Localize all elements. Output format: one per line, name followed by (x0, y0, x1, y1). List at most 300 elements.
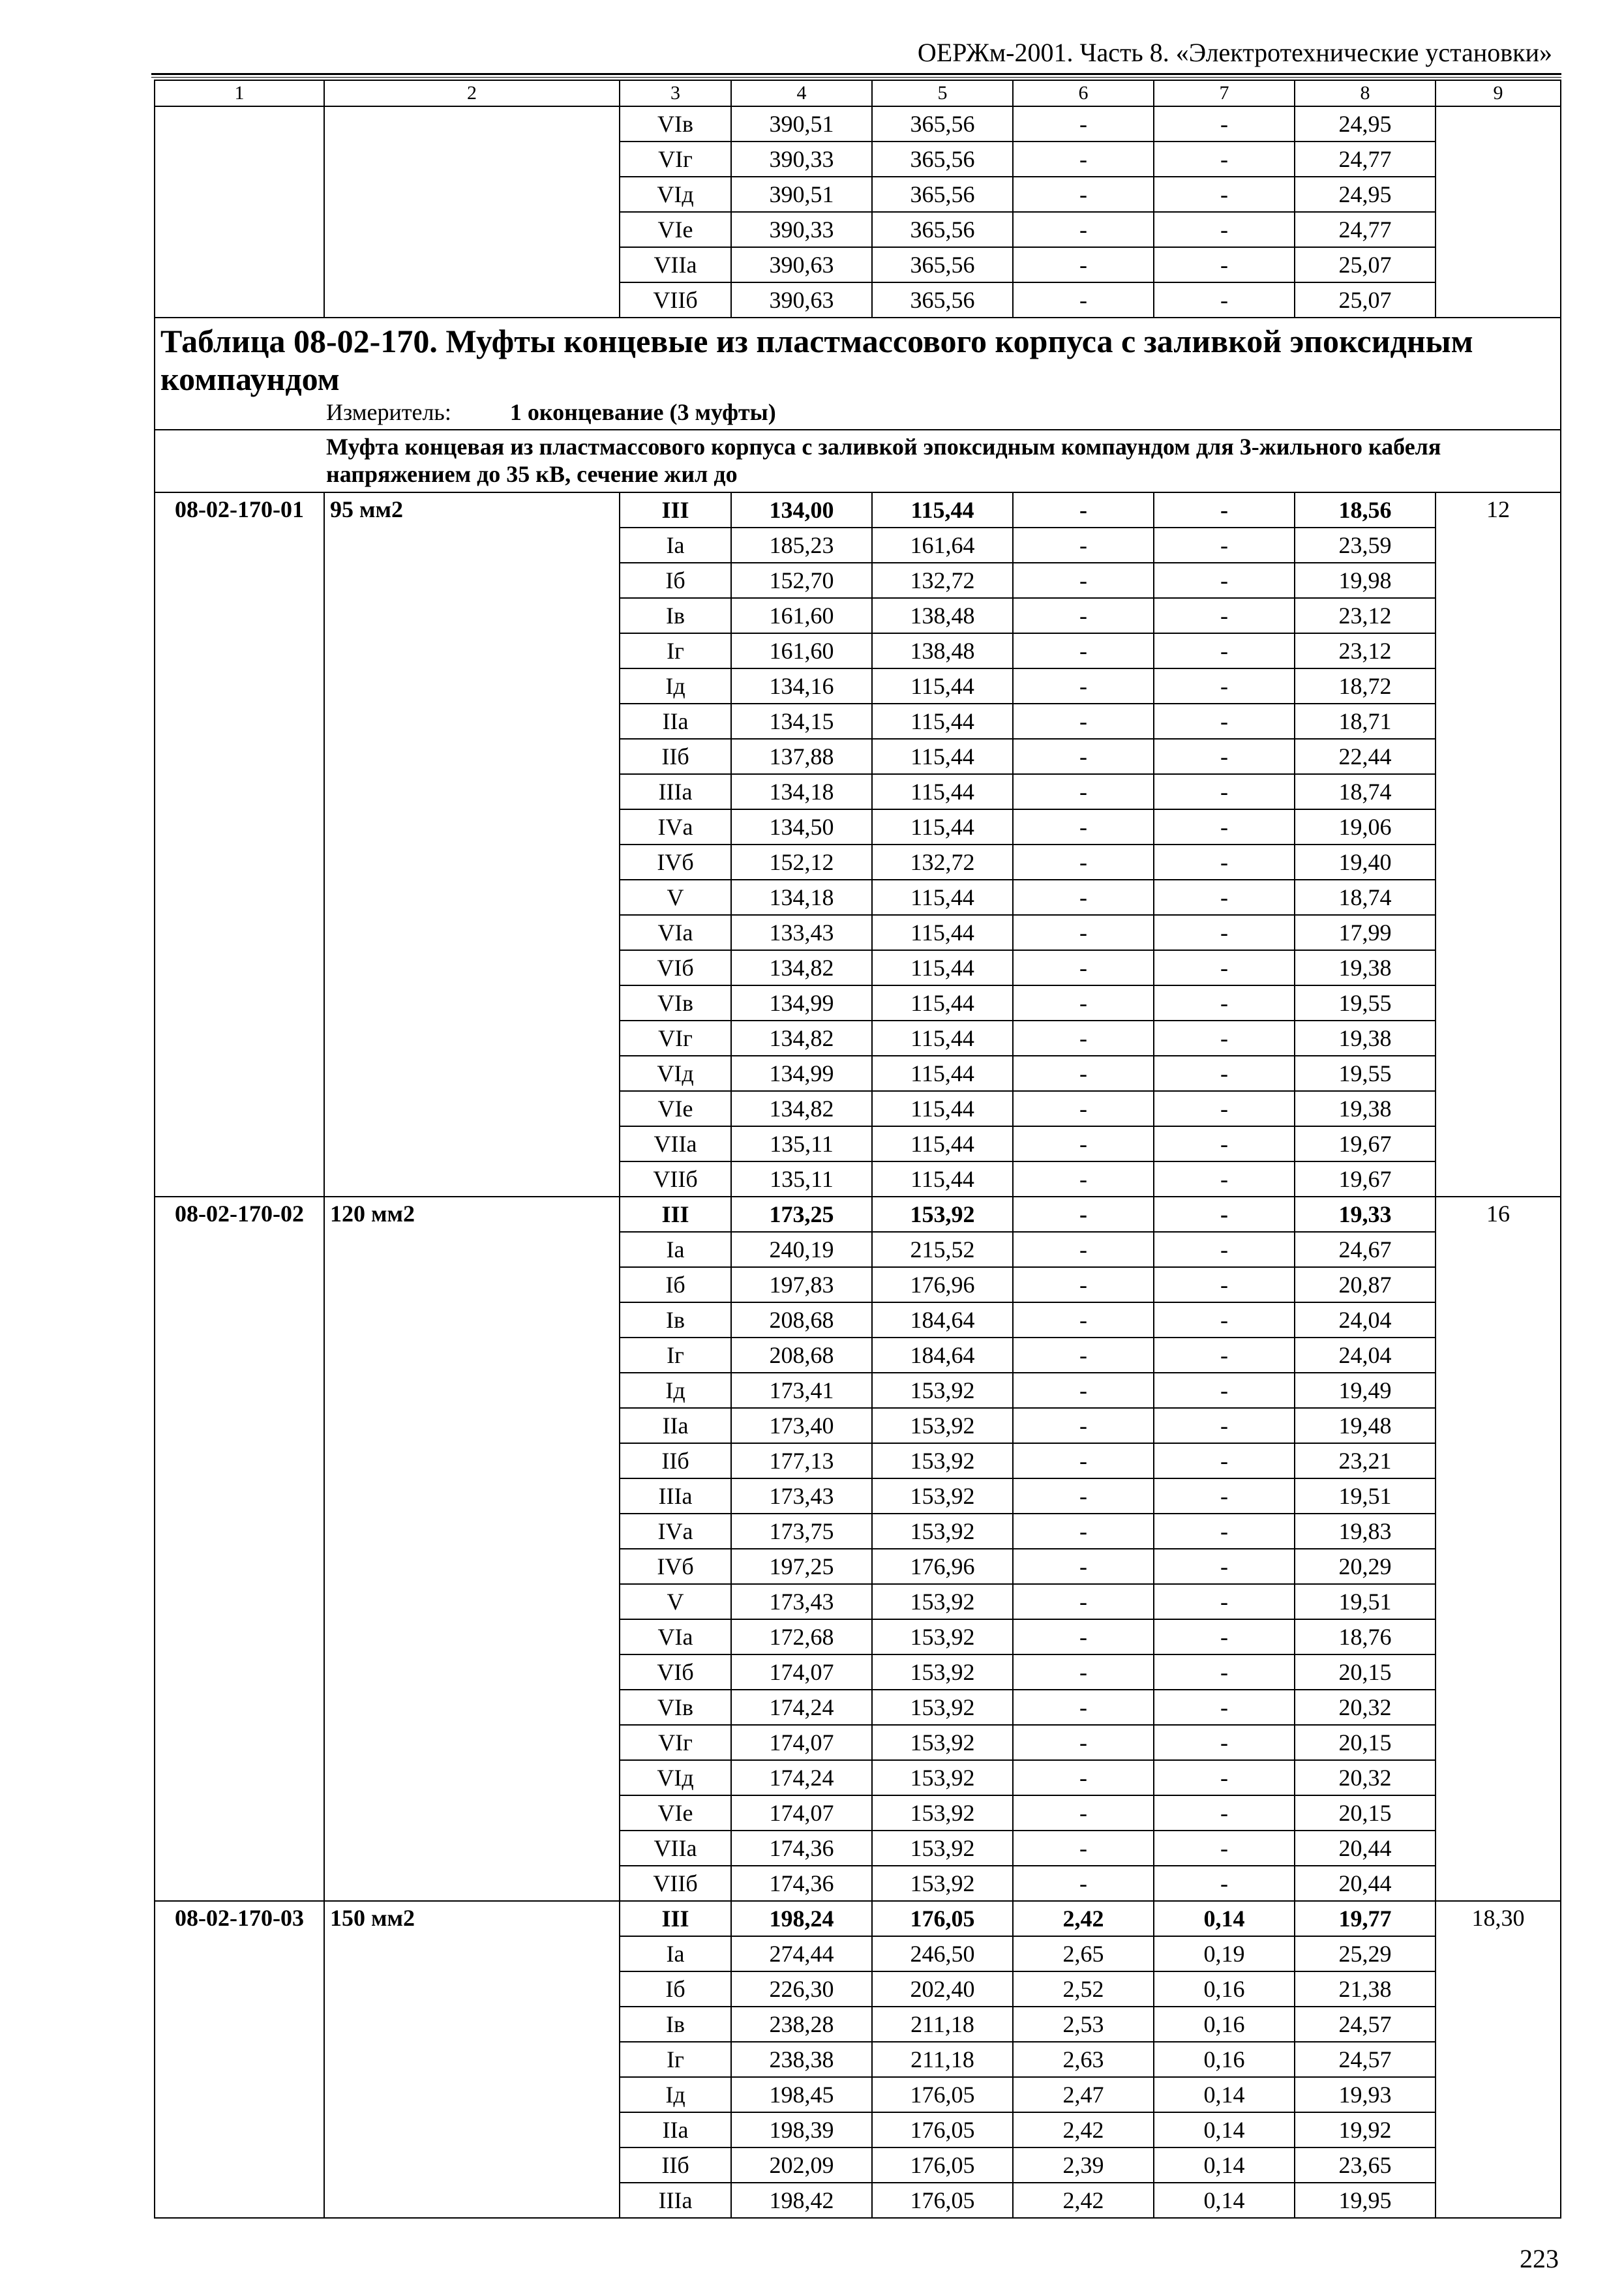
machine-cost-cell: - (1013, 1549, 1154, 1584)
materials-cost-cell: 25,07 (1295, 247, 1436, 282)
zone-cell: VIа (620, 1619, 731, 1654)
zone-cell: IIIа (620, 1478, 731, 1514)
machine-cost-cell: - (1013, 142, 1154, 177)
labor-cost-cell: 115,44 (872, 1126, 1013, 1161)
machine-cost-cell: - (1013, 177, 1154, 212)
materials-cost-cell: 20,15 (1295, 1654, 1436, 1690)
machinist-wage-cell: 0,16 (1154, 1971, 1295, 2007)
labor-cost-cell: 246,50 (872, 1936, 1013, 1971)
total-cost-cell: 390,51 (731, 177, 872, 212)
materials-cost-cell: 24,95 (1295, 106, 1436, 142)
machine-cost-cell: 2,47 (1013, 2077, 1154, 2112)
machinist-wage-cell: - (1154, 1443, 1295, 1478)
machinist-wage-cell: - (1154, 528, 1295, 563)
machine-cost-cell: - (1013, 1197, 1154, 1232)
zone-cell: IVб (620, 845, 731, 880)
labor-cost-cell: 115,44 (872, 1021, 1013, 1056)
machine-cost-cell: - (1013, 809, 1154, 845)
zone-cell: Iв (620, 2007, 731, 2042)
materials-cost-cell: 19,38 (1295, 950, 1436, 985)
total-cost-cell: 174,24 (731, 1760, 872, 1795)
labor-cost-cell: 176,05 (872, 2147, 1013, 2183)
machine-cost-cell: - (1013, 1654, 1154, 1690)
machinist-wage-cell: - (1154, 1267, 1295, 1302)
labor-cost-cell: 153,92 (872, 1831, 1013, 1866)
col9-cell: 18,30 (1436, 1901, 1561, 2218)
materials-cost-cell: 19,83 (1295, 1514, 1436, 1549)
machine-cost-cell: - (1013, 492, 1154, 528)
machinist-wage-cell: - (1154, 1338, 1295, 1373)
total-cost-cell: 134,18 (731, 774, 872, 809)
materials-cost-cell: 19,38 (1295, 1021, 1436, 1056)
labor-cost-cell: 115,44 (872, 1161, 1013, 1197)
total-cost-cell: 134,99 (731, 1056, 872, 1091)
materials-cost-cell: 24,77 (1295, 212, 1436, 247)
measure-label: Измеритель: (326, 399, 451, 425)
labor-cost-cell: 211,18 (872, 2042, 1013, 2077)
col-number: 7 (1154, 80, 1295, 106)
labor-cost-cell: 132,72 (872, 563, 1013, 598)
labor-cost-cell: 153,92 (872, 1478, 1013, 1514)
machine-cost-cell: - (1013, 1584, 1154, 1619)
machinist-wage-cell: - (1154, 1478, 1295, 1514)
labor-cost-cell: 365,56 (872, 142, 1013, 177)
machine-cost-cell: - (1013, 1478, 1154, 1514)
machinist-wage-cell: - (1154, 563, 1295, 598)
machine-cost-cell: - (1013, 1795, 1154, 1831)
subtitle-row (155, 430, 1561, 492)
labor-cost-cell: 153,92 (872, 1760, 1013, 1795)
zone-cell: Iг (620, 2042, 731, 2077)
zone-cell: VIIа (620, 1831, 731, 1866)
materials-cost-cell: 20,15 (1295, 1795, 1436, 1831)
machine-cost-cell: - (1013, 1690, 1154, 1725)
machinist-wage-cell: - (1154, 1549, 1295, 1584)
labor-cost-cell: 115,44 (872, 1091, 1013, 1126)
materials-cost-cell: 23,12 (1295, 598, 1436, 633)
materials-cost-cell: 19,40 (1295, 845, 1436, 880)
header-rule-thin (151, 77, 1561, 78)
header-rule-thick (151, 73, 1561, 75)
materials-cost-cell: 18,74 (1295, 774, 1436, 809)
machinist-wage-cell: 0,16 (1154, 2007, 1295, 2042)
materials-cost-cell: 24,77 (1295, 142, 1436, 177)
machinist-wage-cell: - (1154, 1725, 1295, 1760)
machine-cost-cell: - (1013, 1443, 1154, 1478)
total-cost-cell: 390,33 (731, 212, 872, 247)
machinist-wage-cell: - (1154, 704, 1295, 739)
machinist-wage-cell: - (1154, 212, 1295, 247)
machinist-wage-cell: - (1154, 492, 1295, 528)
labor-cost-cell: 365,56 (872, 247, 1013, 282)
section-cell: 95 мм2 (324, 492, 620, 1197)
table-title-row (155, 318, 1561, 430)
zone-cell: Iг (620, 633, 731, 668)
col-number: 2 (324, 80, 620, 106)
zone-cell: VIIа (620, 247, 731, 282)
machine-cost-cell: - (1013, 1831, 1154, 1866)
total-cost-cell: 174,36 (731, 1831, 872, 1866)
total-cost-cell: 240,19 (731, 1232, 872, 1267)
total-cost-cell: 134,15 (731, 704, 872, 739)
total-cost-cell: 134,18 (731, 880, 872, 915)
machinist-wage-cell: - (1154, 950, 1295, 985)
machine-cost-cell: - (1013, 845, 1154, 880)
total-cost-cell: 137,88 (731, 739, 872, 774)
zone-cell: Iб (620, 1971, 731, 2007)
materials-cost-cell: 24,95 (1295, 177, 1436, 212)
labor-cost-cell: 153,92 (872, 1725, 1013, 1760)
labor-cost-cell: 153,92 (872, 1584, 1013, 1619)
zone-cell: Iд (620, 2077, 731, 2112)
zone-cell: Iа (620, 1232, 731, 1267)
materials-cost-cell: 23,21 (1295, 1443, 1436, 1478)
machine-cost-cell: - (1013, 1373, 1154, 1408)
zone-cell: VIIб (620, 282, 731, 318)
total-cost-cell: 134,99 (731, 985, 872, 1021)
materials-cost-cell: 19,51 (1295, 1478, 1436, 1514)
labor-cost-cell: 176,05 (872, 2112, 1013, 2147)
labor-cost-cell: 115,44 (872, 985, 1013, 1021)
machinist-wage-cell: - (1154, 142, 1295, 177)
running-header: ОЕРЖм-2001. Часть 8. «Электротехнические установки» (917, 38, 1552, 67)
materials-cost-cell: 20,32 (1295, 1760, 1436, 1795)
total-cost-cell: 208,68 (731, 1338, 872, 1373)
machine-cost-cell: 2,53 (1013, 2007, 1154, 2042)
zone-cell: III (620, 1901, 731, 1936)
machine-cost-cell: 2,52 (1013, 1971, 1154, 2007)
materials-cost-cell: 24,04 (1295, 1302, 1436, 1338)
labor-cost-cell: 115,44 (872, 739, 1013, 774)
labor-cost-cell: 202,40 (872, 1971, 1013, 2007)
labor-cost-cell: 132,72 (872, 845, 1013, 880)
machinist-wage-cell: - (1154, 1021, 1295, 1056)
labor-cost-cell: 153,92 (872, 1866, 1013, 1901)
machinist-wage-cell: - (1154, 1514, 1295, 1549)
zone-cell: Iг (620, 1338, 731, 1373)
total-cost-cell: 173,25 (731, 1197, 872, 1232)
machinist-wage-cell: - (1154, 1584, 1295, 1619)
total-cost-cell: 134,82 (731, 950, 872, 985)
labor-cost-cell: 115,44 (872, 915, 1013, 950)
total-cost-cell: 197,25 (731, 1549, 872, 1584)
machine-cost-cell: 2,63 (1013, 2042, 1154, 2077)
table-row (155, 1197, 1561, 1232)
machinist-wage-cell: - (1154, 1795, 1295, 1831)
total-cost-cell: 198,42 (731, 2183, 872, 2218)
labor-cost-cell: 153,92 (872, 1197, 1013, 1232)
machine-cost-cell: - (1013, 704, 1154, 739)
labor-cost-cell: 184,64 (872, 1338, 1013, 1373)
total-cost-cell: 238,38 (731, 2042, 872, 2077)
machinist-wage-cell: - (1154, 1619, 1295, 1654)
machinist-wage-cell: - (1154, 633, 1295, 668)
materials-cost-cell: 19,48 (1295, 1408, 1436, 1443)
machinist-wage-cell: 0,14 (1154, 2147, 1295, 2183)
total-cost-cell: 161,60 (731, 633, 872, 668)
labor-cost-cell: 153,92 (872, 1514, 1013, 1549)
machinist-wage-cell: 0,14 (1154, 2183, 1295, 2218)
labor-cost-cell: 153,92 (872, 1795, 1013, 1831)
machine-cost-cell: - (1013, 1021, 1154, 1056)
labor-cost-cell: 153,92 (872, 1408, 1013, 1443)
page-number: 223 (1520, 2244, 1559, 2273)
labor-cost-cell: 365,56 (872, 282, 1013, 318)
zone-cell: VIг (620, 1725, 731, 1760)
machine-cost-cell: - (1013, 633, 1154, 668)
materials-cost-cell: 25,07 (1295, 282, 1436, 318)
machinist-wage-cell: - (1154, 1126, 1295, 1161)
code-cell: 08-02-170-01 (155, 492, 324, 1197)
col-number: 4 (731, 80, 872, 106)
total-cost-cell: 197,83 (731, 1267, 872, 1302)
zone-cell: VIг (620, 1021, 731, 1056)
zone-cell: IIб (620, 739, 731, 774)
total-cost-cell: 226,30 (731, 1971, 872, 2007)
total-cost-cell: 174,07 (731, 1654, 872, 1690)
materials-cost-cell: 19,55 (1295, 1056, 1436, 1091)
machinist-wage-cell: - (1154, 809, 1295, 845)
labor-cost-cell: 153,92 (872, 1654, 1013, 1690)
zone-cell: VIд (620, 1056, 731, 1091)
machine-cost-cell: - (1013, 563, 1154, 598)
machine-cost-cell: - (1013, 774, 1154, 809)
zone-cell: VIв (620, 985, 731, 1021)
zone-cell: V (620, 880, 731, 915)
materials-cost-cell: 18,72 (1295, 668, 1436, 704)
machine-cost-cell: - (1013, 1232, 1154, 1267)
materials-cost-cell: 19,55 (1295, 985, 1436, 1021)
labor-cost-cell: 153,92 (872, 1619, 1013, 1654)
zone-cell: VIв (620, 1690, 731, 1725)
col-number: 9 (1436, 80, 1561, 106)
labor-cost-cell: 115,44 (872, 950, 1013, 985)
machine-cost-cell: - (1013, 1338, 1154, 1373)
machine-cost-cell: - (1013, 1302, 1154, 1338)
materials-cost-cell: 18,76 (1295, 1619, 1436, 1654)
zone-cell: VIе (620, 1091, 731, 1126)
materials-cost-cell: 24,57 (1295, 2007, 1436, 2042)
total-cost-cell: 185,23 (731, 528, 872, 563)
subtitle: Муфта концевая из пластмассового корпуса с заливкой эпоксидным компаундом для 3-жильного кабеля напряжением до 35 кВ, сечение жил до (155, 430, 1561, 492)
machine-cost-cell: - (1013, 1725, 1154, 1760)
machinist-wage-cell: 0,19 (1154, 1936, 1295, 1971)
col-number: 6 (1013, 80, 1154, 106)
machine-cost-cell: - (1013, 985, 1154, 1021)
section-cell: 150 мм2 (324, 1901, 620, 2218)
machinist-wage-cell: - (1154, 1091, 1295, 1126)
materials-cost-cell: 24,67 (1295, 1232, 1436, 1267)
total-cost-cell: 172,68 (731, 1619, 872, 1654)
col-number: 3 (620, 80, 731, 106)
machinist-wage-cell: 0,14 (1154, 2077, 1295, 2112)
machine-cost-cell: - (1013, 212, 1154, 247)
total-cost-cell: 135,11 (731, 1161, 872, 1197)
machine-cost-cell: 2,42 (1013, 2112, 1154, 2147)
zone-cell: IIа (620, 1408, 731, 1443)
machinist-wage-cell: - (1154, 985, 1295, 1021)
machinist-wage-cell: - (1154, 1232, 1295, 1267)
labor-cost-cell: 176,96 (872, 1267, 1013, 1302)
zone-cell: VIе (620, 212, 731, 247)
machinist-wage-cell: - (1154, 1302, 1295, 1338)
code-cell (155, 106, 324, 318)
labor-cost-cell: 365,56 (872, 177, 1013, 212)
total-cost-cell: 174,07 (731, 1725, 872, 1760)
table-body (155, 80, 1561, 2218)
labor-cost-cell: 115,44 (872, 774, 1013, 809)
col-number: 8 (1295, 80, 1436, 106)
machinist-wage-cell: - (1154, 247, 1295, 282)
machine-cost-cell: - (1013, 668, 1154, 704)
labor-cost-cell: 365,56 (872, 106, 1013, 142)
materials-cost-cell: 18,71 (1295, 704, 1436, 739)
zone-cell: VIIб (620, 1866, 731, 1901)
col9-cell: 12 (1436, 492, 1561, 1197)
column-number-row (155, 80, 1561, 106)
materials-cost-cell: 19,98 (1295, 563, 1436, 598)
machinist-wage-cell: - (1154, 774, 1295, 809)
machinist-wage-cell: - (1154, 1056, 1295, 1091)
machine-cost-cell: - (1013, 106, 1154, 142)
zone-cell: IVа (620, 809, 731, 845)
zone-cell: Iа (620, 1936, 731, 1971)
machinist-wage-cell: - (1154, 739, 1295, 774)
zone-cell: III (620, 492, 731, 528)
total-cost-cell: 238,28 (731, 2007, 872, 2042)
total-cost-cell: 198,39 (731, 2112, 872, 2147)
labor-cost-cell: 176,05 (872, 2183, 1013, 2218)
code-cell: 08-02-170-03 (155, 1901, 324, 2218)
machinist-wage-cell: - (1154, 1866, 1295, 1901)
col-number: 5 (872, 80, 1013, 106)
machinist-wage-cell: - (1154, 598, 1295, 633)
machinist-wage-cell: - (1154, 1197, 1295, 1232)
zone-cell: Iд (620, 668, 731, 704)
zone-cell: Iв (620, 598, 731, 633)
materials-cost-cell: 19,67 (1295, 1126, 1436, 1161)
labor-cost-cell: 115,44 (872, 668, 1013, 704)
table-row (155, 492, 1561, 528)
total-cost-cell: 152,70 (731, 563, 872, 598)
zone-cell: IIIа (620, 774, 731, 809)
materials-cost-cell: 23,12 (1295, 633, 1436, 668)
zone-cell: VIа (620, 915, 731, 950)
materials-cost-cell: 22,44 (1295, 739, 1436, 774)
labor-cost-cell: 115,44 (872, 492, 1013, 528)
materials-cost-cell: 19,95 (1295, 2183, 1436, 2218)
materials-cost-cell: 19,06 (1295, 809, 1436, 845)
labor-cost-cell: 115,44 (872, 809, 1013, 845)
materials-cost-cell: 20,29 (1295, 1549, 1436, 1584)
machinist-wage-cell: - (1154, 177, 1295, 212)
total-cost-cell: 390,63 (731, 247, 872, 282)
total-cost-cell: 174,36 (731, 1866, 872, 1901)
total-cost-cell: 174,24 (731, 1690, 872, 1725)
total-cost-cell: 133,43 (731, 915, 872, 950)
labor-cost-cell: 153,92 (872, 1690, 1013, 1725)
machinist-wage-cell: - (1154, 1373, 1295, 1408)
machine-cost-cell: - (1013, 880, 1154, 915)
total-cost-cell: 390,33 (731, 142, 872, 177)
total-cost-cell: 198,45 (731, 2077, 872, 2112)
machine-cost-cell: - (1013, 528, 1154, 563)
measure-value: 1 оконцевание (3 муфты) (509, 399, 776, 425)
materials-cost-cell: 24,04 (1295, 1338, 1436, 1373)
machinist-wage-cell: 0,14 (1154, 1901, 1295, 1936)
machinist-wage-cell: - (1154, 915, 1295, 950)
zone-cell: VIд (620, 177, 731, 212)
total-cost-cell: 134,82 (731, 1021, 872, 1056)
machine-cost-cell: - (1013, 1408, 1154, 1443)
zone-cell: Iв (620, 1302, 731, 1338)
total-cost-cell: 135,11 (731, 1126, 872, 1161)
zone-cell: VIб (620, 950, 731, 985)
labor-cost-cell: 211,18 (872, 2007, 1013, 2042)
machine-cost-cell: - (1013, 1514, 1154, 1549)
zone-cell: IIа (620, 2112, 731, 2147)
total-cost-cell: 173,43 (731, 1584, 872, 1619)
labor-cost-cell: 138,48 (872, 598, 1013, 633)
zone-cell: VIIа (620, 1126, 731, 1161)
col9-cell: 16 (1436, 1197, 1561, 1901)
total-cost-cell: 173,75 (731, 1514, 872, 1549)
zone-cell: IIа (620, 704, 731, 739)
total-cost-cell: 161,60 (731, 598, 872, 633)
zone-cell: IIIа (620, 2183, 731, 2218)
machinist-wage-cell: - (1154, 106, 1295, 142)
zone-cell: VIг (620, 142, 731, 177)
materials-cost-cell: 25,29 (1295, 1936, 1436, 1971)
machine-cost-cell: - (1013, 739, 1154, 774)
machine-cost-cell: - (1013, 950, 1154, 985)
zone-cell: VIе (620, 1795, 731, 1831)
zone-cell: Iа (620, 528, 731, 563)
materials-cost-cell: 21,38 (1295, 1971, 1436, 2007)
labor-cost-cell: 365,56 (872, 212, 1013, 247)
materials-cost-cell: 24,57 (1295, 2042, 1436, 2077)
labor-cost-cell: 184,64 (872, 1302, 1013, 1338)
section-cell (324, 106, 620, 318)
materials-cost-cell: 19,92 (1295, 2112, 1436, 2147)
labor-cost-cell: 176,05 (872, 1901, 1013, 1936)
total-cost-cell: 173,43 (731, 1478, 872, 1514)
machine-cost-cell: - (1013, 1760, 1154, 1795)
labor-cost-cell: 138,48 (872, 633, 1013, 668)
materials-cost-cell: 20,87 (1295, 1267, 1436, 1302)
total-cost-cell: 134,82 (731, 1091, 872, 1126)
machine-cost-cell: 2,42 (1013, 1901, 1154, 1936)
labor-cost-cell: 176,05 (872, 2077, 1013, 2112)
materials-cost-cell: 20,15 (1295, 1725, 1436, 1760)
total-cost-cell: 274,44 (731, 1936, 872, 1971)
table-title-cell (155, 318, 1561, 430)
total-cost-cell: 198,24 (731, 1901, 872, 1936)
machine-cost-cell: - (1013, 1056, 1154, 1091)
materials-cost-cell: 18,74 (1295, 880, 1436, 915)
labor-cost-cell: 161,64 (872, 528, 1013, 563)
table-row (155, 1901, 1561, 1936)
labor-cost-cell: 153,92 (872, 1443, 1013, 1478)
materials-cost-cell: 19,67 (1295, 1161, 1436, 1197)
zone-cell: Iб (620, 1267, 731, 1302)
total-cost-cell: 390,63 (731, 282, 872, 318)
total-cost-cell: 134,16 (731, 668, 872, 704)
total-cost-cell: 208,68 (731, 1302, 872, 1338)
materials-cost-cell: 19,93 (1295, 2077, 1436, 2112)
zone-cell: III (620, 1197, 731, 1232)
labor-cost-cell: 115,44 (872, 1056, 1013, 1091)
